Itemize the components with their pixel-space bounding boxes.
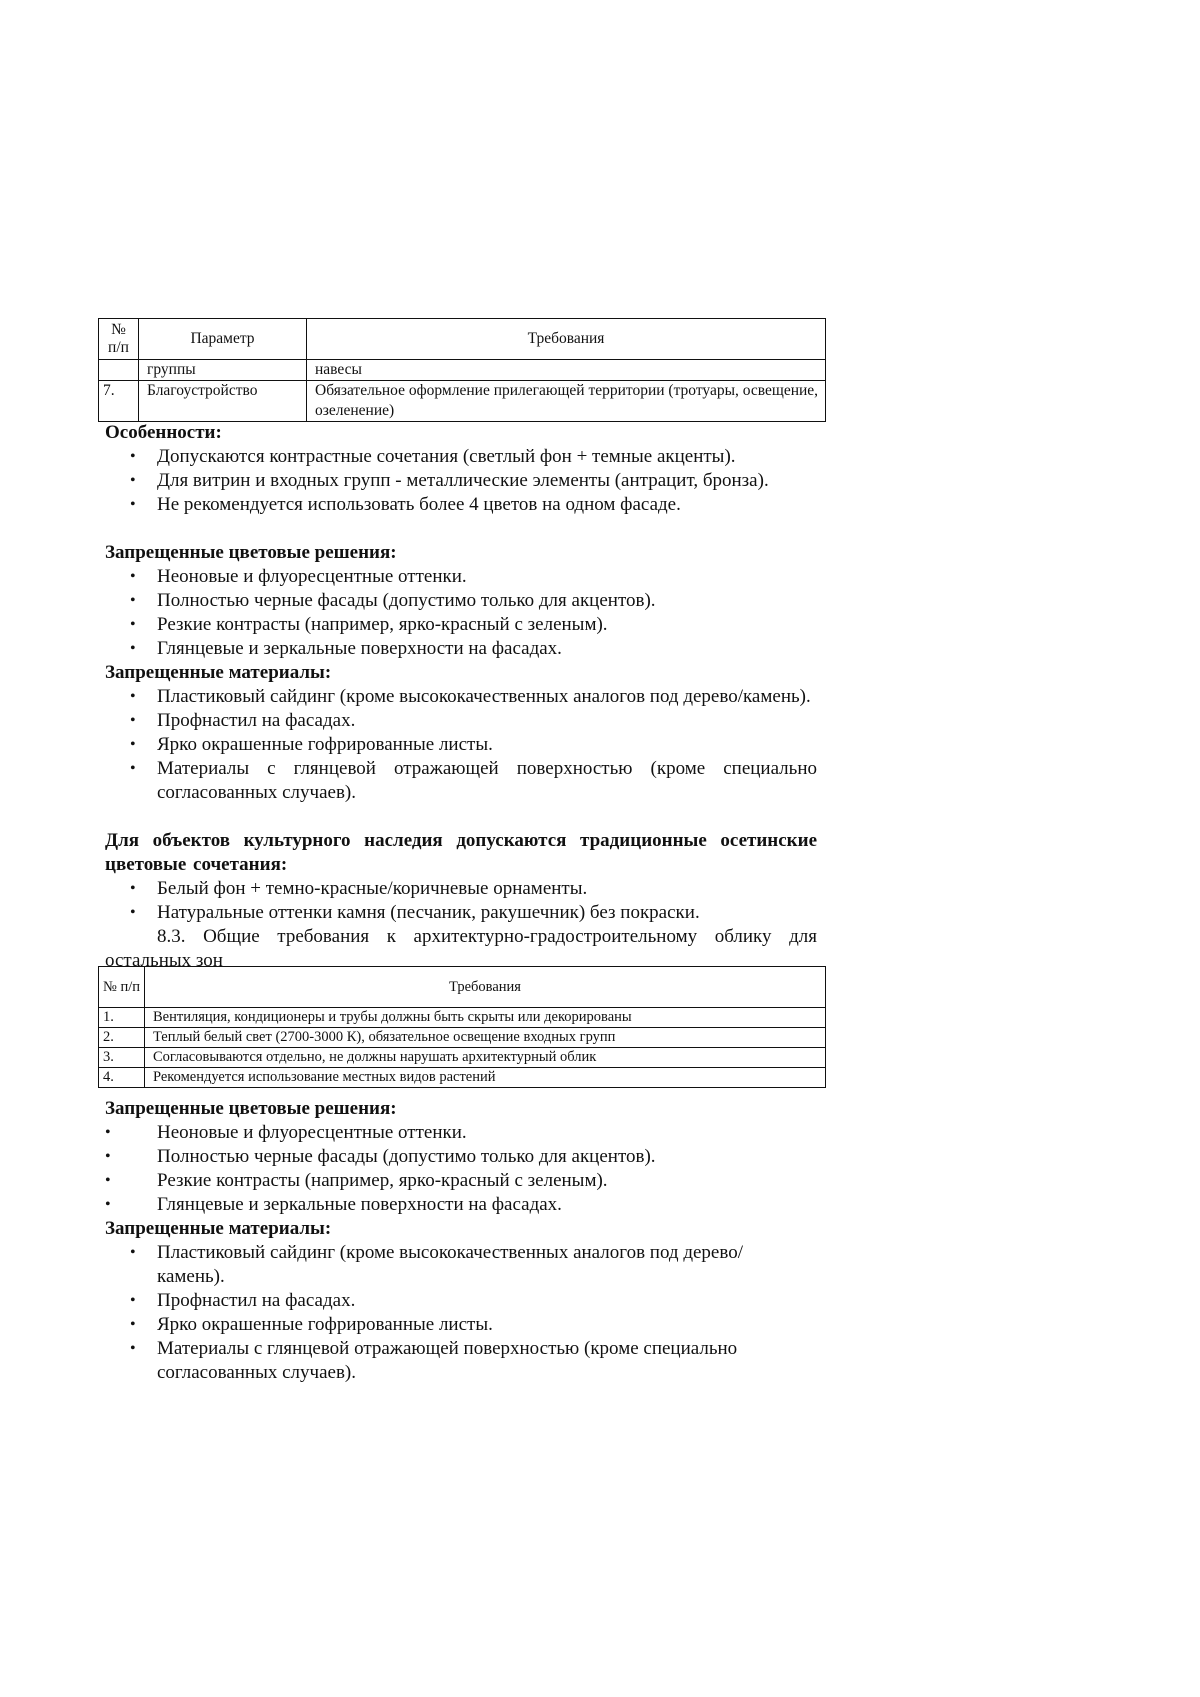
list-item: • Ярко окрашенные гофрированные листы. — [105, 733, 817, 757]
cell-num: 3. — [99, 1048, 145, 1068]
list-item: • Резкие контрасты (например, ярко-красный с зеленым). — [105, 1169, 817, 1193]
forbidden-materials-heading: Запрещенные материалы: — [105, 662, 332, 683]
list-item: • Глянцевые и зеркальные поверхности на фасадах. — [105, 637, 817, 661]
list-item: • Пластиковый сайдинг (кроме высококачественных аналогов под дерево/камень). — [105, 685, 817, 709]
table-row — [99, 1028, 826, 1048]
cell-param: Благоустройство — [139, 381, 307, 422]
features-list — [105, 445, 817, 517]
list-item: • Материалы с глянцевой отражающей поверхностью (кроме специально согласованных случаев). — [105, 757, 817, 805]
list-item: • Неоновые и флуоресцентные оттенки. — [105, 565, 817, 589]
table-header-row — [99, 319, 826, 360]
features-heading: Особенности: — [105, 422, 222, 443]
cell-num: 7. — [99, 381, 139, 422]
header-num: № п/п — [99, 967, 145, 1008]
list-item: • Допускаются контрастные сочетания (светлый фон + темные акценты). — [105, 445, 817, 469]
header-num: № п/п — [99, 319, 139, 360]
list-item: • Полностью черные фасады (допустимо только для акцентов). — [105, 589, 817, 613]
forbidden-materials-list — [105, 685, 817, 805]
list-item: • Материалы с глянцевой отражающей поверхностью (кроме специально согласованных случаев). — [105, 1337, 745, 1385]
requirements-table — [98, 966, 826, 1088]
section-8-3: 8.3. Общие требования к архитектурно-градостроительному облику для остальных зон — [105, 926, 817, 971]
cell-num: 1. — [99, 1008, 145, 1028]
table-header-row — [99, 967, 826, 1008]
table-row — [99, 381, 826, 422]
list-item: • Неоновые и флуоресцентные оттенки. — [105, 1121, 817, 1145]
list-item: • Пластиковый сайдинг (кроме высококачественных аналогов под дерево/камень). — [105, 1241, 745, 1289]
forbidden-materials-2-heading: Запрещенные материалы: — [105, 1218, 332, 1239]
list-item: • Не рекомендуется использовать более 4 цветов на одном фасаде. — [105, 493, 817, 517]
forbidden-colors-heading: Запрещенные цветовые решения: — [105, 542, 397, 563]
list-item: • Профнастил на фасадах. — [105, 709, 817, 733]
cell-num: 2. — [99, 1028, 145, 1048]
list-item: • Резкие контрасты (например, ярко-красный с зеленым). — [105, 613, 817, 637]
table-row — [99, 1068, 826, 1088]
cell-num: 4. — [99, 1068, 145, 1088]
parameters-table — [98, 318, 826, 422]
cell-req: Рекомендуется использование местных видов растений — [145, 1068, 826, 1088]
forbidden-colors-2-list — [105, 1121, 817, 1217]
cell-req: Вентиляция, кондиционеры и трубы должны быть скрыты или декорированы — [145, 1008, 826, 1028]
list-item: • Натуральные оттенки камня (песчаник, ракушечник) без покраски. — [105, 901, 817, 925]
header-param: Параметр — [139, 319, 307, 360]
list-item: • Глянцевые и зеркальные поверхности на фасадах. — [105, 1193, 817, 1217]
cell-param: группы — [139, 360, 307, 381]
list-item: • Полностью черные фасады (допустимо только для акцентов). — [105, 1145, 817, 1169]
list-item: • Белый фон + темно-красные/коричневые орнаменты. — [105, 877, 817, 901]
forbidden-materials-2-list — [105, 1241, 745, 1385]
cell-num — [99, 360, 139, 381]
cell-req: Теплый белый свет (2700-3000 К), обязательное освещение входных групп — [145, 1028, 826, 1048]
forbidden-colors-list — [105, 565, 817, 661]
cell-req: Согласовываются отдельно, не должны нарушать архитектурный облик — [145, 1048, 826, 1068]
table-row — [99, 1008, 826, 1028]
heritage-heading: Для объектов культурного наследия допускаются традиционные осетинские цветовые сочетания: — [105, 830, 817, 875]
forbidden-colors-2-heading: Запрещенные цветовые решения: — [105, 1098, 397, 1119]
list-item: • Ярко окрашенные гофрированные листы. — [105, 1313, 745, 1337]
cell-req: Обязательное оформление прилегающей территории (тротуары, освещение, озеленение) — [307, 381, 826, 422]
heritage-list — [105, 877, 817, 925]
cell-req: навесы — [307, 360, 826, 381]
header-req: Требования — [145, 967, 826, 1008]
list-item: • Профнастил на фасадах. — [105, 1289, 745, 1313]
list-item: • Для витрин и входных групп - металлические элементы (антрацит, бронза). — [105, 469, 817, 493]
header-req: Требования — [307, 319, 826, 360]
table-row — [99, 360, 826, 381]
table-row — [99, 1048, 826, 1068]
